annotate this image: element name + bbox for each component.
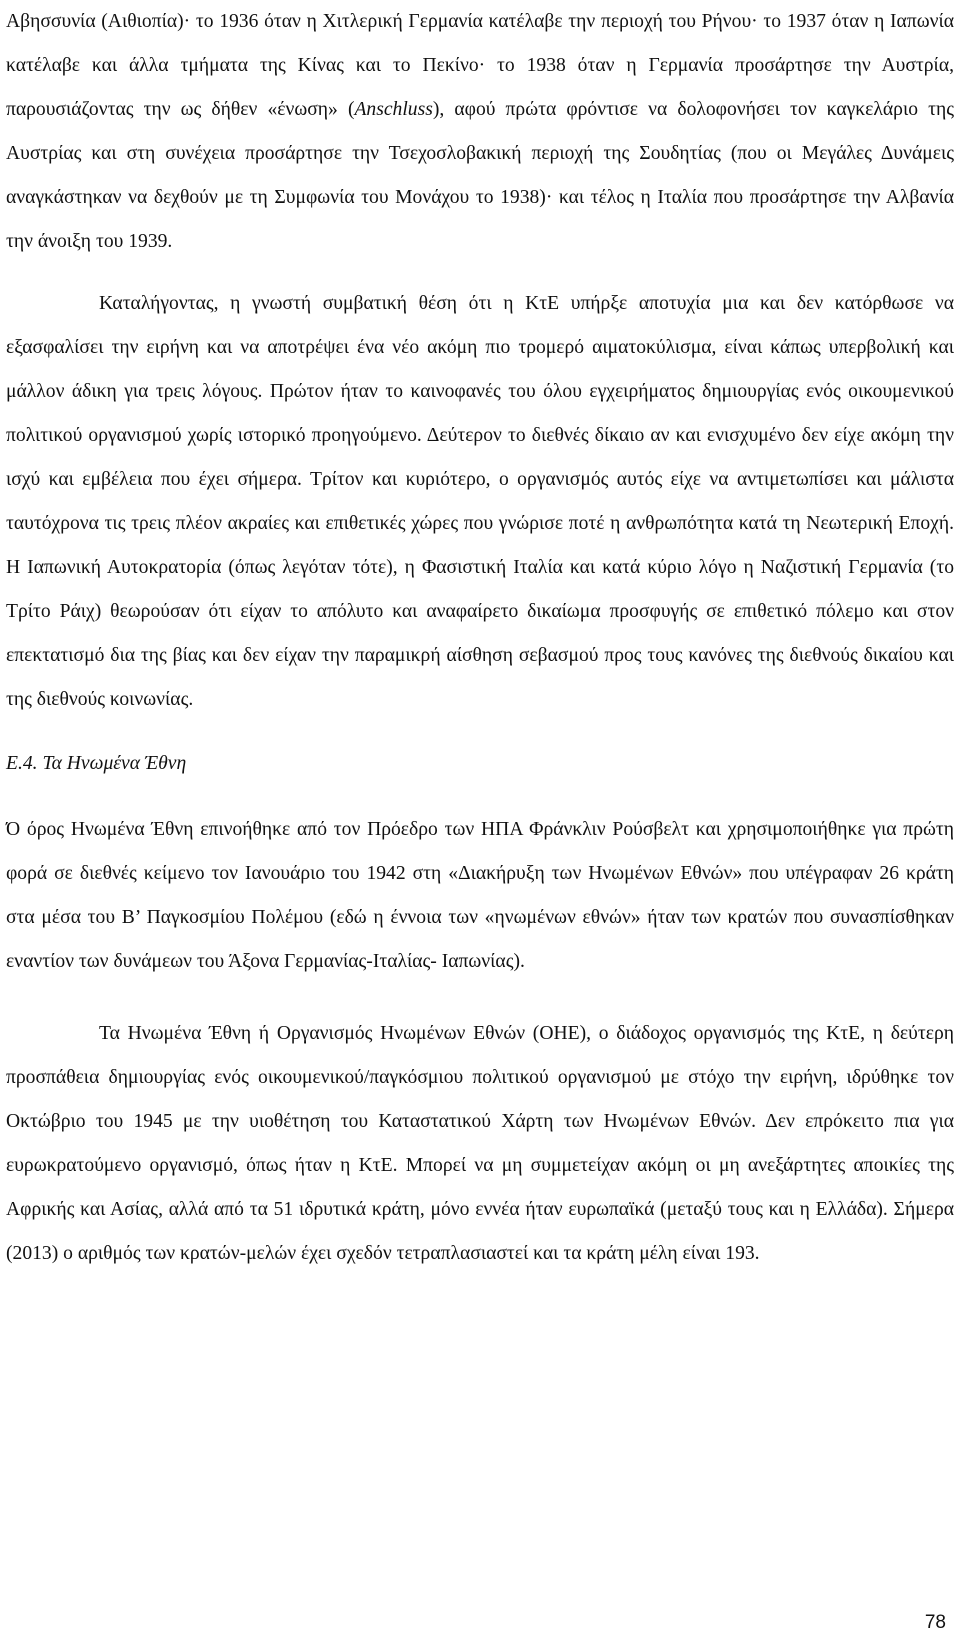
paragraph-un-founding: Τα Ηνωμένα Έθνη ή Οργανισμός Ηνωμένων Εθνών (ΟΗΕ), ο διάδοχος οργανισμός της ΚτΕ, η δεύτερη προσπάθεια δημιουργίας ενός οικουμενικού/παγκόσμιου πολιτικού οργανισμού με στόχο την ειρήνη, ιδρύθηκε τον Οκτώβριο του 1945 με την υιοθέτηση του Καταστατικού Χάρτη των Ηνωμένων Εθνών. Δεν επρόκειτο πια για ευρωκρατούμενο οργανισμό, όπως ήταν η ΚτΕ. Μπορεί να μη συμμετείχαν ακόμη οι μη ανεξάρτητες αποικίες της Αφρικής και Ασίας, αλλά από τα 51 ιδρυτικά κράτη, μόνο εννέα ήταν ευρωπαϊκά (μεταξύ τους και η Ελλάδα). Σήμερα (2013) ο αριθμός των κρατών-μελών έχει σχεδόν τετραπλασιαστεί και τα κράτη μέλη είναι 193. bbox=[6, 1023, 954, 1264]
paragraph-un-term: Ό όρος Ηνωμένα Έθνη επινοήθηκε από τον Πρόεδρο των ΗΠΑ Φράνκλιν Ρούσβελτ και χρησιμοποιήθηκε για πρώτη φορά σε διεθνές κείμενο τον Ιανουάριο του 1942 στη «Διακήρυξη των Ηνωμένων Εθνών» που υπέγραφαν 26 κράτη στα μέσα του Β’ Παγκοσμίου Πολέμου (εδώ η έννοια των «ηνωμένων εθνών» ήταν των κρατών που συνασπίσθηκαν εναντίον των δυνάμεων του Άξονα Γερμανίας-Ιταλίας- Ιαπωνίας). bbox=[6, 819, 954, 972]
paragraph-text: Αβησσυνία (Αιθιοπία)· το 1936 όταν η Χιτλερική Γερμανία κατέλαβε την περιοχή του Ρήνου· το 1937 όταν η Ιαπωνία κατέλαβε και άλλα τμήματα της Κίνας και το Πεκίνο· το 1938 όταν η Γερμανία προσάρτησε την Αυστρία, παρουσιάζοντας την ως δήθεν «ένωση» ( bbox=[6, 11, 954, 120]
paragraph-conclusion: Καταλήγοντας, η γνωστή συμβατική θέση ότι η ΚτΕ υπήρξε αποτυχία μια και δεν κατόρθωσε να εξασφαλίσει την ειρήνη και να αποτρέψει ένα νέο ακόμη πιο τρομερό αιματοκύλισμα, είναι κάπως υπερβολική και μάλλον άδικη για τρεις λόγους. Πρώτον ήταν το καινοφανές του όλου εγχειρήματος δημιουργίας ενός οικουμενικού πολιτικού οργανισμού χωρίς ιστορικό προηγούμενο. Δεύτερον το διεθνές δίκαιο αν και ενισχυμένο δεν είχε ακόμη την ισχύ και εμβέλεια που έχει σήμερα. Τρίτον και κυριότερο, ο οργανισμός αυτός είχε να αντιμετωπίσει και μάλιστα ταυτόχρονα τις τρεις πλέον ακραίες και επιθετικές χώρες που γνώρισε ποτέ η ανθρωπότητα κατά τη Νεωτερική Εποχή. Η Ιαπωνική Αυτοκρατορία (όπως λεγόταν τότε), η Φασιστική Ιταλία και κατά κύριο λόγο η Ναζιστική Γερμανία (το Τρίτο Ράιχ) θεωρούσαν ότι είχαν το απόλυτο και αναφαίρετο δικαίωμα προσφυγής σε επιθετικό πόλεμο και στον επεκτατισμό δια της βίας και δεν είχαν την παραμικρή αίσθηση σεβασμού προς τους κανόνες της διεθνούς δικαίου και της διεθνούς κοινωνίας. bbox=[6, 293, 954, 710]
paragraph-italic-term: Anschluss bbox=[354, 99, 433, 120]
document-body bbox=[6, 0, 954, 1276]
paragraph-continued bbox=[6, 0, 954, 264]
paragraph-text-end: ), αφού πρώτα φρόντισε να δολοφονήσει τον καγκελάριο της Αυστρίας και στη συνέχεια προσάρτησε την Τσεχοσλοβακική περιοχή της Σουδητίας (που οι Μεγάλες Δυνάμεις αναγκάστηκαν να δεχθούν με τη Συμφωνία του Μονάχου το 1938)· και τέλος η Ιταλία που προσάρτησε την Αλβανία την άνοιξη του 1939. bbox=[6, 99, 954, 252]
page-number: 78 bbox=[924, 1612, 946, 1633]
section-heading: Ε.4. Τα Ηνωμένα Έθνη bbox=[6, 753, 187, 774]
